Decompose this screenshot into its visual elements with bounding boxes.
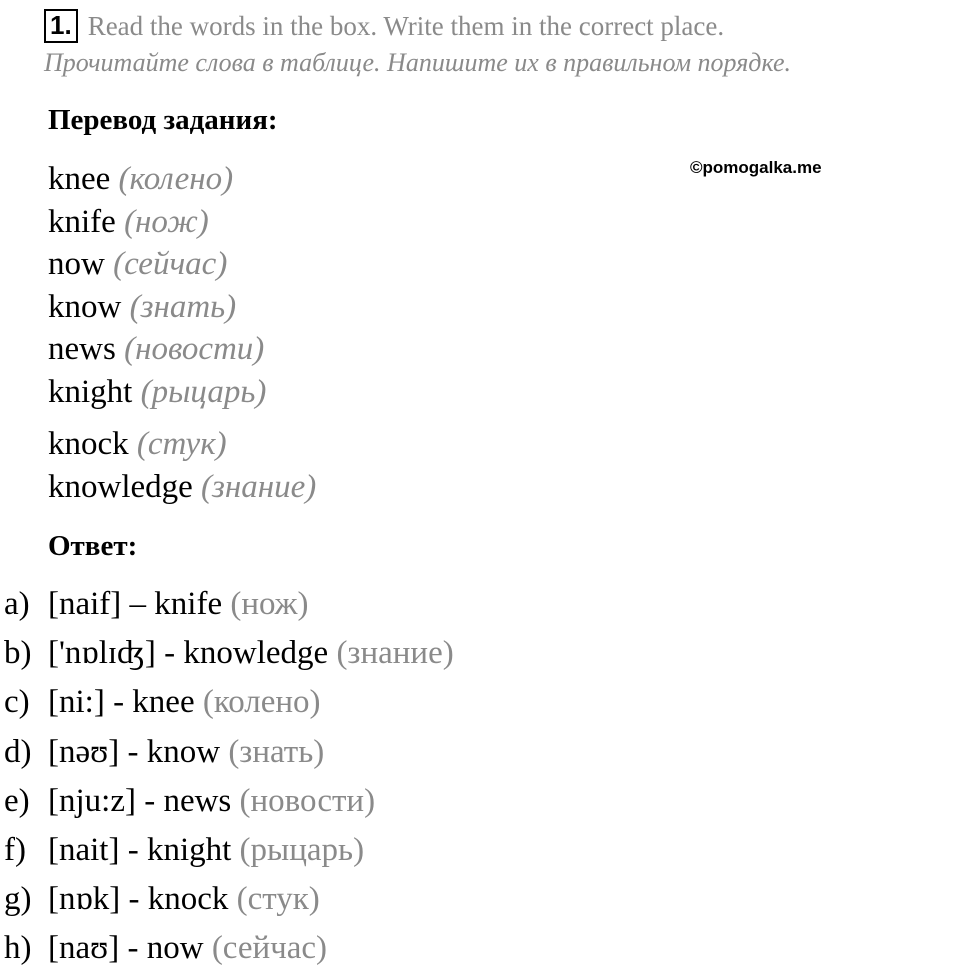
answer-item	[4, 924, 454, 973]
answer-translation: (колено)	[202, 684, 321, 721]
task-instruction-english-line	[44, 6, 954, 46]
word-translation: (новости)	[124, 331, 265, 367]
watermark: ©pomogalka.me	[690, 158, 822, 177]
answer-item	[4, 629, 454, 678]
answer-text: [nɒk] - knock	[48, 881, 229, 918]
answer-translation: (нож)	[230, 586, 309, 622]
answer-translation: (новости)	[239, 782, 376, 819]
task-header	[44, 6, 954, 78]
answer-letter: c)	[4, 684, 30, 721]
answer-letter: e)	[4, 782, 30, 819]
answer-item	[4, 826, 454, 875]
answer-item	[4, 678, 454, 727]
answer-letter: d)	[4, 733, 32, 770]
word-item	[48, 371, 316, 414]
word-item	[48, 423, 316, 466]
answer-text: [nait] - knight	[48, 832, 232, 869]
answer-letter: h)	[4, 930, 32, 967]
word: knife	[48, 203, 116, 240]
answer-text: ['nɒlɪʤ] - knowledge	[48, 635, 329, 672]
answer-text: [naʊ] - now	[48, 930, 204, 967]
word-item	[48, 286, 316, 329]
answer-letter: a)	[4, 586, 30, 622]
answer-translation: (сейчас)	[211, 930, 328, 967]
task-instruction-english: Read the words in the box. Write them in the correct place.	[87, 10, 725, 41]
word-item	[48, 243, 316, 286]
answer-text: [nəʊ] - know	[48, 733, 221, 770]
word: knight	[48, 373, 133, 410]
word: now	[48, 246, 105, 282]
answer-text: [ni:] - knee	[48, 684, 195, 721]
word-translation: (колено)	[118, 161, 234, 197]
answer-letter: f)	[4, 832, 26, 869]
task-instruction-russian: Прочитайте слова в таблице. Напишите их в правильном порядке.	[44, 48, 792, 77]
answer-letter: g)	[4, 881, 32, 918]
answer-translation: (рыцарь)	[239, 832, 365, 869]
answer-item	[4, 875, 454, 924]
word-item	[48, 328, 316, 371]
word-translation: (знать)	[129, 288, 237, 325]
word-item	[48, 201, 316, 244]
answer-section-title: Ответ:	[48, 530, 138, 562]
answer-letter: b)	[4, 635, 32, 672]
answer-item	[4, 777, 454, 826]
word: know	[48, 288, 122, 325]
word-item	[48, 466, 316, 509]
word-translation: (знание)	[201, 468, 317, 505]
answer-translation: (знание)	[336, 635, 454, 672]
answer-list	[4, 580, 454, 974]
answer-translation: (стук)	[236, 881, 320, 918]
word-translation: (рыцарь)	[140, 373, 267, 410]
word: knee	[48, 161, 111, 197]
word-item	[48, 158, 316, 201]
word: knock	[48, 426, 129, 462]
answer-translation: (знать)	[228, 733, 325, 770]
answer-text: [naif] – knife	[48, 586, 223, 622]
translation-section-title: Перевод задания:	[48, 104, 278, 136]
word-translation: (стук)	[136, 426, 227, 462]
task-number: 1.	[44, 9, 78, 43]
word-translation: (сейчас)	[113, 246, 228, 282]
answer-item	[4, 580, 454, 629]
answer-text: [nju:z] - news	[48, 782, 232, 819]
answer-item	[4, 728, 454, 777]
word-translation: (нож)	[124, 203, 209, 240]
word-list	[48, 158, 316, 508]
word: news	[48, 331, 116, 367]
word: knowledge	[48, 468, 193, 505]
